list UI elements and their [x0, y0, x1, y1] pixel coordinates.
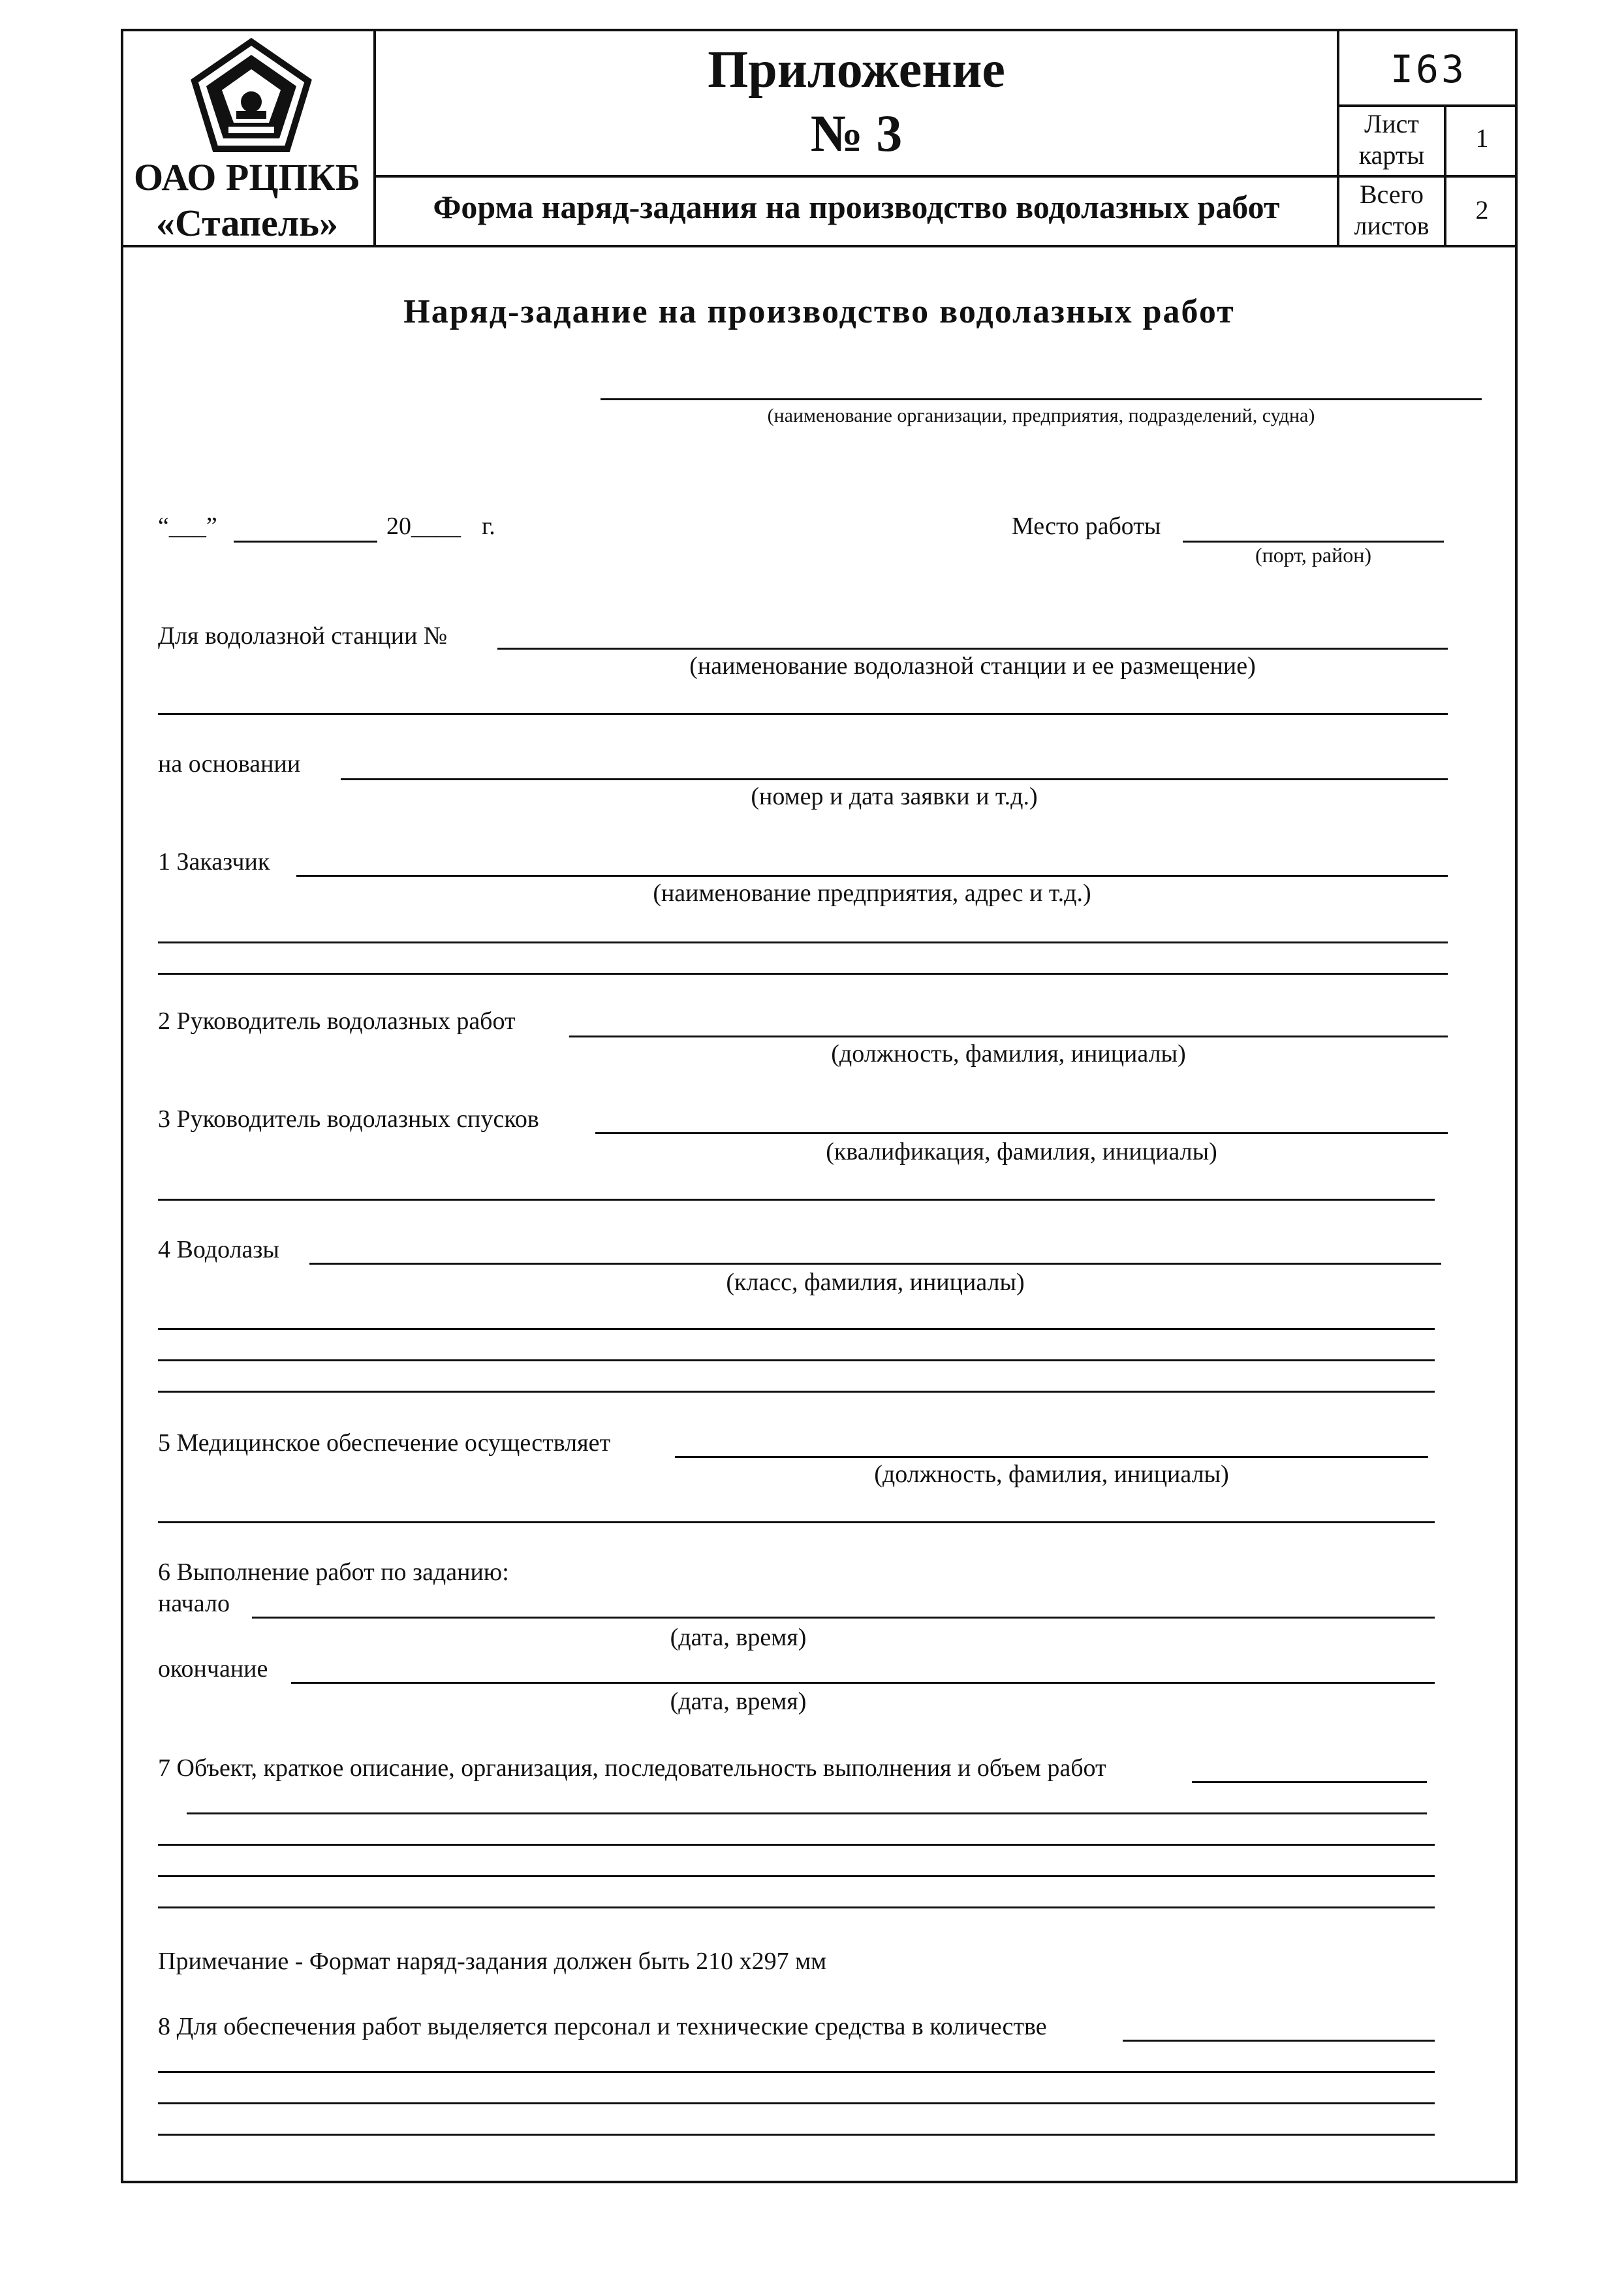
divers-field-line-2[interactable] [158, 1328, 1435, 1330]
customer-field-line[interactable] [296, 875, 1448, 877]
station-caption: (наименование водолазной станции и ее размещение) [689, 652, 1256, 680]
medical-label: 5 Медицинское обеспечение осуществляет [158, 1429, 611, 1457]
date-year-suffix: г. [482, 513, 495, 540]
divers-field-line-3[interactable] [158, 1359, 1435, 1361]
form-title: Наряд-задание на производство водолазных работ [403, 293, 1235, 330]
basis-label: на основании [158, 750, 301, 778]
head-descents-caption: (квалификация, фамилия, инициалы) [826, 1138, 1217, 1165]
sheet-label-1: Лист [1364, 109, 1419, 138]
resources-field-line[interactable] [1123, 2040, 1435, 2042]
header-row-divider-sheet [1337, 175, 1518, 178]
object-field-line-2[interactable] [187, 1812, 1427, 1814]
customer-field-line-3[interactable] [158, 973, 1448, 975]
company-logo-icon [189, 38, 313, 155]
head-works-label: 2 Руководитель водолазных работ [158, 1007, 516, 1035]
end-label: окончание [158, 1655, 268, 1683]
resources-field-line-3[interactable] [158, 2102, 1435, 2104]
station-field-line[interactable] [497, 648, 1448, 650]
form-subtitle: Форма наряд-задания на производство водолазных работ [433, 189, 1280, 225]
resources-label: 8 Для обеспечения работ выделяется персонал и технические средства в количестве [158, 2013, 1047, 2040]
divers-field-line[interactable] [309, 1263, 1441, 1265]
head-descents-field-line-2[interactable] [158, 1199, 1435, 1201]
header-divider [121, 245, 1518, 247]
org-field-line[interactable] [601, 398, 1482, 400]
resources-field-line-4[interactable] [158, 2134, 1435, 2136]
medical-caption: (должность, фамилия, инициалы) [874, 1461, 1229, 1488]
start-caption: (дата, время) [670, 1624, 807, 1651]
end-caption: (дата, время) [670, 1688, 807, 1715]
station-label: Для водолазной станции № [158, 622, 448, 650]
customer-label: 1 Заказчик [158, 848, 270, 876]
customer-caption: (наименование предприятия, адрес и т.д.) [653, 879, 1091, 907]
total-value: 2 [1475, 195, 1489, 225]
object-field-line-5[interactable] [158, 1906, 1435, 1908]
org-name-line2: «Стапель» [156, 202, 338, 244]
sheet-value: 1 [1475, 123, 1489, 153]
date-month-field[interactable] [234, 541, 377, 543]
object-field-line-4[interactable] [158, 1875, 1435, 1877]
object-field-line[interactable] [1192, 1781, 1427, 1783]
appendix-number: № 3 [810, 105, 903, 163]
header-row-divider-stamp [1337, 104, 1518, 107]
basis-field-line[interactable] [341, 778, 1448, 780]
place-field-line[interactable] [1183, 541, 1444, 543]
medical-field-line[interactable] [675, 1456, 1428, 1458]
place-label: Место работы [1012, 513, 1161, 540]
header-row-divider-title [373, 175, 1338, 178]
execution-label: 6 Выполнение работ по заданию: [158, 1558, 509, 1586]
start-field-line[interactable] [252, 1617, 1435, 1619]
start-label: начало [158, 1590, 230, 1617]
appendix-title: Приложение [708, 41, 1005, 99]
basis-caption: (номер и дата заявки и т.д.) [751, 783, 1038, 810]
head-descents-label: 3 Руководитель водолазных спусков [158, 1105, 539, 1133]
resources-field-line-2[interactable] [158, 2071, 1435, 2073]
end-field-line[interactable] [291, 1682, 1435, 1684]
format-note: Примечание - Формат наряд-задания должен быть 210 х297 мм [158, 1948, 827, 1975]
total-label-2: листов [1354, 211, 1429, 240]
customer-field-line-2[interactable] [158, 941, 1448, 943]
object-label: 7 Объект, краткое описание, организация, последовательность выполнения и объем работ [158, 1754, 1106, 1782]
object-field-line-3[interactable] [158, 1844, 1435, 1846]
divers-caption: (класс, фамилия, инициалы) [726, 1269, 1025, 1296]
medical-field-line-2[interactable] [158, 1521, 1435, 1523]
date-day-quote: “___” [158, 513, 217, 540]
divers-label: 4 Водолазы [158, 1236, 279, 1263]
head-descents-field-line[interactable] [595, 1132, 1448, 1134]
divers-field-line-4[interactable] [158, 1391, 1435, 1393]
head-works-field-line[interactable] [569, 1036, 1448, 1037]
place-caption: (порт, район) [1255, 543, 1372, 567]
sheet-label-2: карты [1358, 140, 1425, 170]
org-name-line1: ОАО РЦПКБ [134, 156, 360, 198]
org-field-caption: (наименование организации, предприятия, подразделений, судна) [767, 405, 1315, 426]
date-year: 20____ [386, 513, 461, 540]
total-label-1: Всего [1359, 180, 1424, 209]
page-stamp: I63 [1390, 47, 1467, 91]
head-works-caption: (должность, фамилия, инициалы) [831, 1040, 1186, 1067]
station-field-line-2[interactable] [158, 713, 1448, 715]
